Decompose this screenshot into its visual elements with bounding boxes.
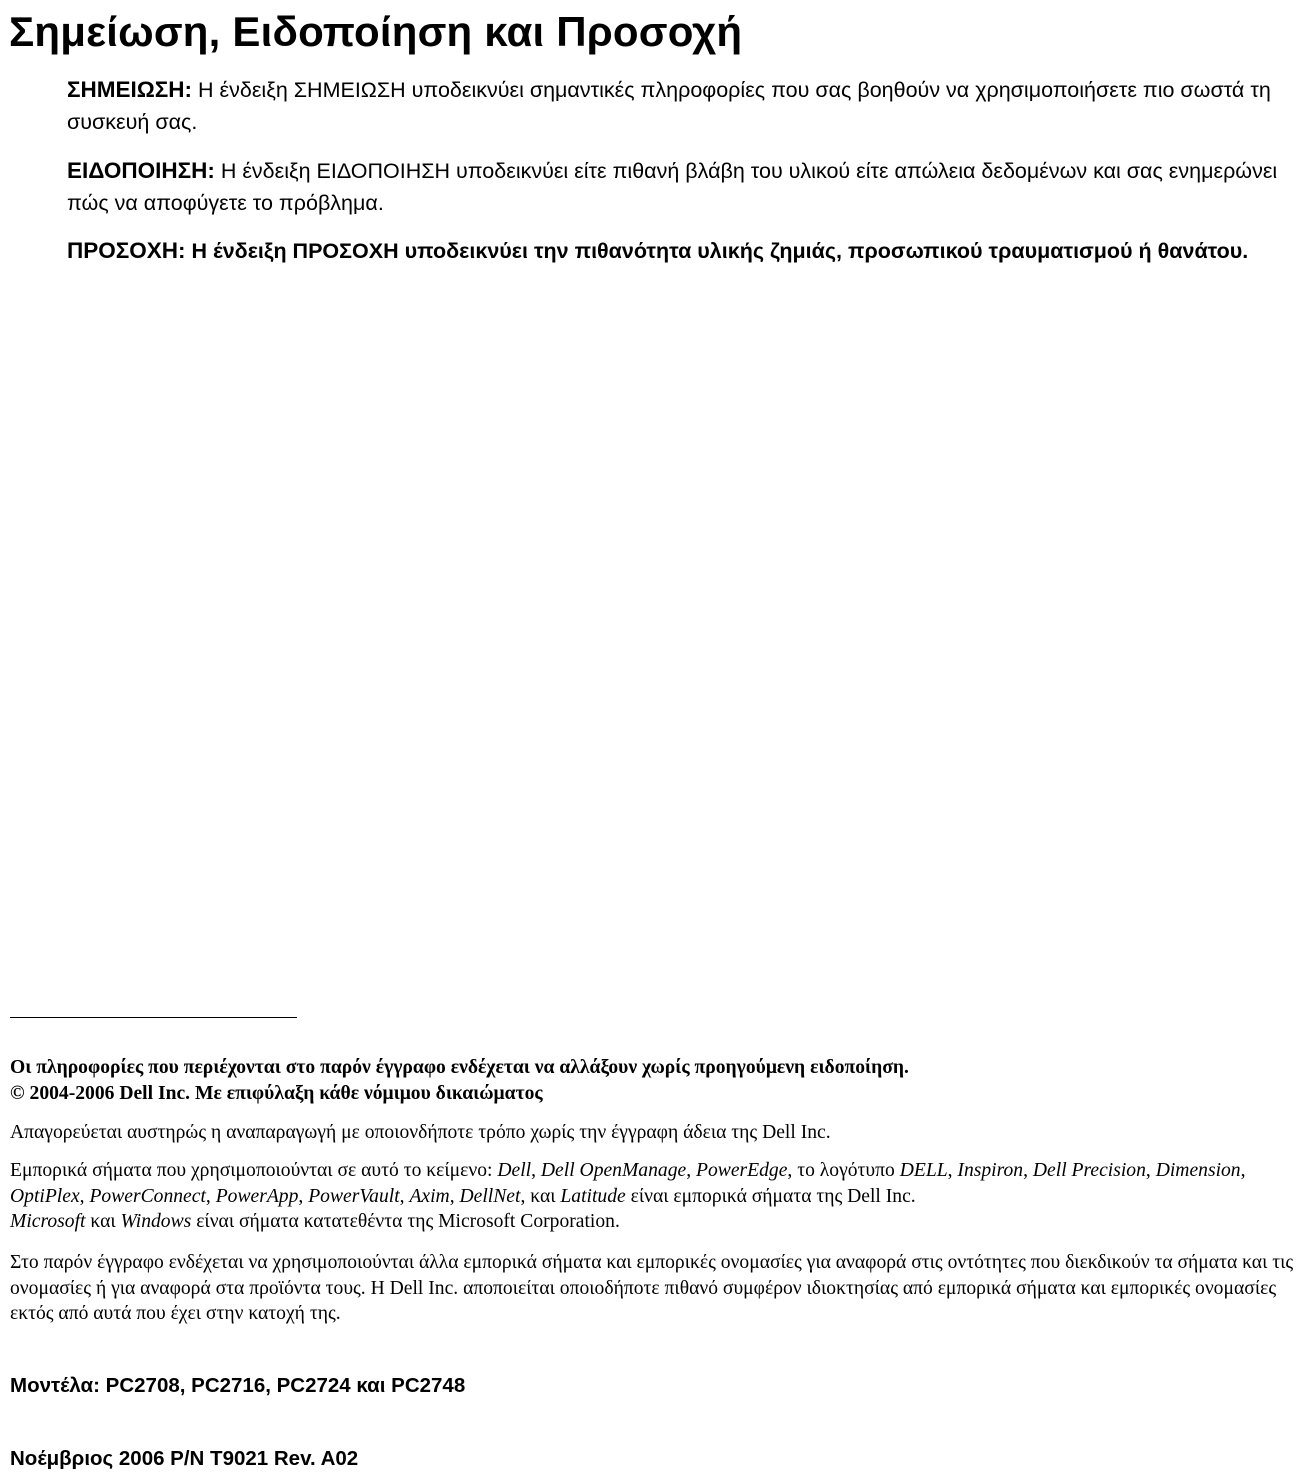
tm-dell: Dell [497, 1160, 532, 1181]
tm-powerconnect: PowerConnect [89, 1185, 206, 1207]
tm-optiplex: OptiPlex [10, 1185, 80, 1207]
change-notice [10, 1055, 1295, 1106]
change-notice-text: Οι πληροφορίες που περιέχονται στο παρόν έγγραφο ενδέχεται να αλλάξουν χωρίς προηγούμενη ειδοποίηση. [10, 1057, 909, 1078]
tm-dell-openmanage: Dell OpenManage [540, 1160, 687, 1181]
caution-text: Η ένδειξη ΠΡΟΣΟΧΗ υποδεικνύει την πιθανότητα υλικής ζημιάς, προσωπικού τραυματισμού ή θανάτου. [191, 239, 1249, 263]
tm-inspiron: Inspiron [957, 1160, 1024, 1181]
tm-powervault: PowerVault [308, 1185, 400, 1207]
tm-dell-precision: Dell Precision [1032, 1160, 1146, 1181]
notice-label: ΕΙΔΟΠΟΙΗΣΗ: [67, 158, 215, 183]
other-marks-notice: Στο παρόν έγγραφο ενδέχεται να χρησιμοποιούνται άλλα εμπορικά σήματα και εμπορικές ονομασίες για αναφορά στις οντότητες που διεκδικούν τα σήματα και τις ονομασίες ή για αναφορά στα προϊόντα τους. Η Dell Inc. αποποιείται οποιοδήποτε πιθανό συμφέρον ιδιοκτησίας από εμπορικά σήματα και εμπορικές ονομασίες εκτός από αυτά που έχει στην κατοχή της. [10, 1252, 1294, 1324]
reproduction-notice: Απαγορεύεται αυστηρώς η αναπαραγωγή με οποιονδήποτε τρόπο χωρίς την έγγραφη άδεια της Dell Inc. [10, 1122, 831, 1143]
trademarks-notice: Εμπορικά σήματα που χρησιμοποιούνται σε αυτό το κείμενο: Dell, Dell OpenManage, PowerEdge, το λογότυπο DELL, Inspiron, Dell Precision, Dimension, OptiPlex, PowerConnect, PowerApp, PowerVault, Axim, DellNet, και Latitude είναι εμπορικά σήματα της Dell Inc. Microsoft και Windows είναι σήματα κατατεθέντα της Microsoft Corporation. [10, 1160, 1246, 1232]
tm-dimension: Dimension [1155, 1160, 1241, 1181]
notice-text: Η ένδειξη ΕΙΔΟΠΟΙΗΣΗ υποδεικνύει είτε πιθανή βλάβη του υλικού είτε απώλεια δεδομένων και σας ενημερώνει πώς να αποφύγετε το πρόβλημα. [67, 159, 1278, 215]
caution-block [67, 235, 1292, 267]
footnote-divider [10, 1017, 297, 1018]
date-part-line: Νοέμβριος 2006 P/N T9021 Rev. A02 [10, 1447, 359, 1470]
tm-dell-logo: DELL [899, 1160, 948, 1181]
note-label: ΣΗΜΕΙΩΣΗ: [67, 77, 193, 102]
note-text: Η ένδειξη ΣΗΜΕΙΩΣΗ υποδεικνύει σημαντικές πληροφορίες που σας βοηθούν να χρησιμοποιήσετε πιο σωστά τη συσκευή σας. [67, 78, 1271, 134]
tm-windows: Windows [120, 1211, 192, 1232]
notice-block [67, 155, 1292, 219]
note-block [67, 74, 1292, 138]
tm-axim: Axim [409, 1185, 450, 1207]
copyright-text: © 2004-2006 Dell Inc. Με επιφύλαξη κάθε νόμιμου δικαιώματος [10, 1082, 543, 1104]
page-title: Σημείωση, Ειδοποίηση και Προσοχή [9, 8, 743, 55]
tm-dellnet: DellNet [459, 1185, 521, 1207]
caution-label: ΠΡΟΣΟΧΗ: [67, 238, 186, 263]
tm-powerapp: PowerApp [215, 1185, 299, 1207]
tm-poweredge: PowerEdge [695, 1160, 788, 1181]
models-line: Μοντέλα: PC2708, PC2716, PC2724 και PC2748 [10, 1374, 466, 1397]
tm-latitude: Latitude [560, 1185, 626, 1207]
tm-microsoft: Microsoft [10, 1211, 86, 1232]
